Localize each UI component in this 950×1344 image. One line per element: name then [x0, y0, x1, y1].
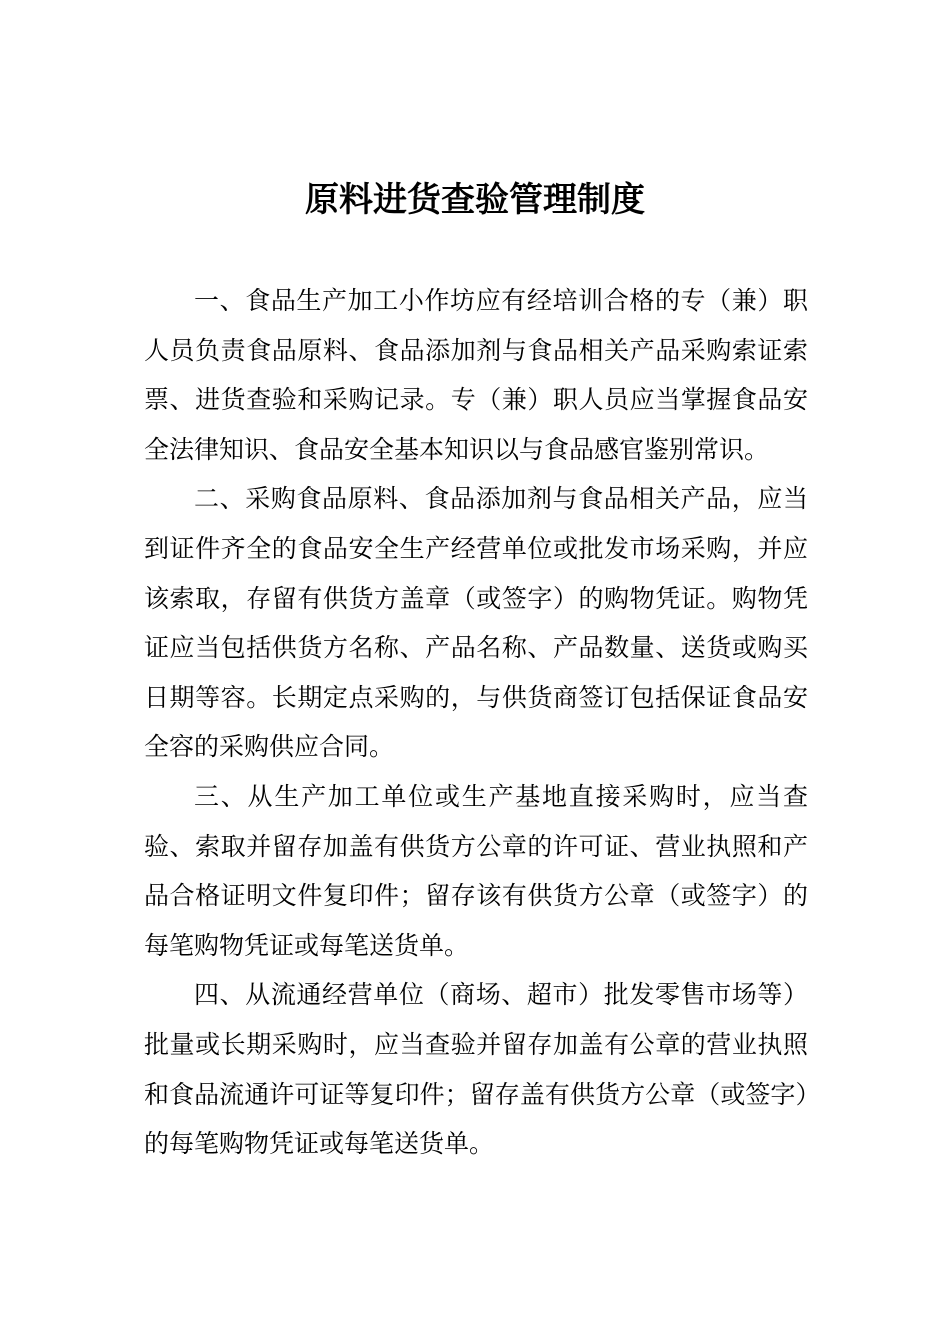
paragraph-3: 三、从生产加工单位或生产基地直接采购时，应当查验、索取并留存加盖有供货方公章的许可证、营业执照和产品合格证明文件复印件；留存该有供货方公章（或签字）的每笔购物凭证或每笔送货单。 — [144, 781, 808, 960]
document-body — [144, 276, 808, 1169]
paragraph-1: 一、食品生产加工小作坊应有经培训合格的专（兼）职人员负责食品原料、食品添加剂与食品相关产品采购索证索票、进货查验和采购记录。专（兼）职人员应当掌握食品安全法律知识、食品安全基本知识以与食品感官鉴别常识。 — [144, 286, 808, 464]
paragraph-4: 四、从流通经营单位（商场、超市）批发零售市场等）批量或长期采购时，应当查验并留存加盖有公章的营业执照和食品流通许可证等复印件；留存盖有供货方公章（或签字）的每笔购物凭证或每笔送货单。 — [144, 980, 808, 1159]
paragraph-2: 二、采购食品原料、食品添加剂与食品相关产品，应当到证件齐全的食品安全生产经营单位或批发市场采购，并应该索取，存留有供货方盖章（或签字）的购物凭证。购物凭证应当包括供货方名称、产品名称、产品数量、送货或购买日期等容。长期定点采购的，与供货商签订包括保证食品安全容的采购供应合同。 — [144, 484, 808, 762]
document-title: 原料进货查验管理制度 — [305, 180, 645, 220]
